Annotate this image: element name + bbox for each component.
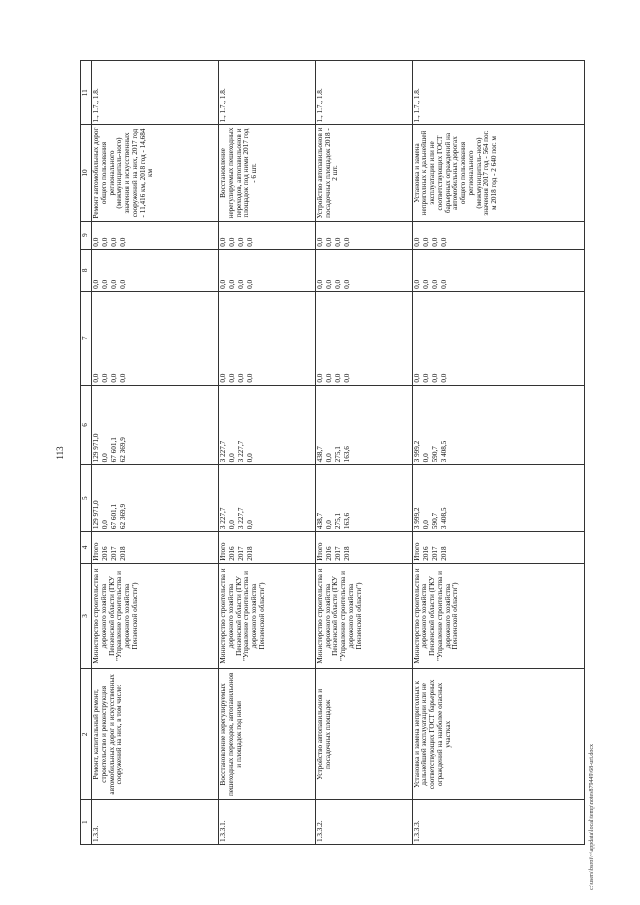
value: 0,0 <box>246 279 255 289</box>
indicator: Устройство автопавильонов и посадочных площадок 2018 - 2 шт. <box>315 125 412 221</box>
indicator: Установка и замена неприголных к дальнейшей эксплуатации или не соответствующих ГОСТ барьерных ограждений на автомобильных дорогах общего пользования регионального (межмуниципаль-ного) значения 2017 год - 564 пог. м 2018 год - 2 640 пог. м <box>412 125 585 221</box>
value: 590,7 <box>430 446 439 463</box>
col5-cell <box>412 465 585 532</box>
value: 3 999,2 <box>412 440 421 463</box>
value: 0,0 <box>342 373 351 383</box>
value: 62 369,9 <box>119 437 127 463</box>
year-label: Итого <box>92 542 100 561</box>
value: 0,0 <box>101 520 109 530</box>
value: 0,0 <box>228 279 237 289</box>
value: 0,0 <box>246 237 255 247</box>
indicator: Ремонт автомобильных дорог общего пользования регионального (межмуниципаль-ного) значения и искусственных сооружений на них, 2017 год - 11,416 км, 2018 год - 14,684 км <box>92 125 219 221</box>
value: 0,0 <box>315 373 324 383</box>
year-label: 2016 <box>421 546 430 561</box>
table-row <box>315 61 412 845</box>
value: 3 408,5 <box>439 507 448 530</box>
value: 0,0 <box>333 279 342 289</box>
executor: Министерство строительства и дорожного хозяйства Пензенской области (ГКУ "Управление строительства и дорожного хозяйства Пензенской области") <box>219 563 316 668</box>
value: 0,0 <box>219 237 228 247</box>
value: 0,0 <box>119 237 127 247</box>
activity-name: Устройство автопавильонов и посадочных площадок <box>315 669 412 800</box>
indicator-link: 1., 1.7., 1.8. <box>219 61 316 125</box>
header-cell: 3 <box>81 563 92 668</box>
value: 3 227,7 <box>237 507 246 530</box>
value: 0,0 <box>315 237 324 247</box>
header-cell: 1 <box>81 800 92 845</box>
activity-name: Установка и замена неприголных к дальнейшей эксплуатации или не соответствующих ГОСТ барьерных ограждений на наиболее опасных участках <box>412 669 585 800</box>
value: 0,0 <box>92 237 100 247</box>
value: 0,0 <box>219 373 228 383</box>
year-label: Итого <box>412 542 421 561</box>
activity-name: Ремонт, капитальный ремонт, строительство и реконструкция автомобильных дорог и искусственных сооружений на них, в том числе: <box>92 669 219 800</box>
header-cell: 6 <box>81 385 92 465</box>
value: 590,7 <box>430 512 439 530</box>
value: 0,0 <box>421 520 430 530</box>
value: 438,7 <box>315 512 324 530</box>
col8-cell <box>219 249 316 291</box>
col7-cell <box>412 291 585 385</box>
value: 163,6 <box>342 446 351 463</box>
year-label: 2017 <box>110 546 118 561</box>
header-cell: 7 <box>81 291 92 385</box>
value: 0,0 <box>110 373 118 383</box>
value: 0,0 <box>110 237 118 247</box>
executor: Министерство строительства и дорожного хозяйства Пензенской области (ГКУ "Управление строительства и дорожного хозяйства Пензенской области") <box>92 563 219 668</box>
year-label: 2018 <box>342 546 351 561</box>
value: 0,0 <box>333 237 342 247</box>
col6-cell <box>219 385 316 465</box>
value: 0,0 <box>228 373 237 383</box>
value: 3 227,7 <box>237 440 246 463</box>
value: 0,0 <box>110 279 118 289</box>
value: 0,0 <box>119 279 127 289</box>
value: 0,0 <box>421 453 430 463</box>
value: 0,0 <box>228 453 237 463</box>
col7-cell <box>92 291 219 385</box>
col5-cell <box>315 465 412 532</box>
year-label: 2018 <box>246 546 255 561</box>
year-label: 2016 <box>228 546 237 561</box>
value: 0,0 <box>324 373 333 383</box>
years-cell <box>92 532 219 564</box>
col8-cell <box>412 249 585 291</box>
value: 0,0 <box>324 237 333 247</box>
col9-cell <box>92 221 219 249</box>
col6-cell <box>412 385 585 465</box>
value: 0,0 <box>421 279 430 289</box>
value: 0,0 <box>228 520 237 530</box>
value: 0,0 <box>219 279 228 289</box>
col9-cell <box>219 221 316 249</box>
year-label: 2017 <box>333 546 342 561</box>
value: 0,0 <box>315 279 324 289</box>
value: 3 227,7 <box>219 507 228 530</box>
row-number: 1.3.3.2. <box>315 800 412 845</box>
header-cell: 11 <box>81 61 92 125</box>
header-cell: 9 <box>81 221 92 249</box>
col7-cell <box>315 291 412 385</box>
indicator-link: 1., 1.7., 1.8. <box>92 61 219 125</box>
row-number: 1.3.3. <box>92 800 219 845</box>
col6-cell <box>315 385 412 465</box>
executor: Министерство строительства и дорожного хозяйства Пензенской области (ГКУ "Управление строительства и дорожного хозяйства Пензенской области") <box>412 563 585 668</box>
indicator-link: 1., 1.7., 1.8. <box>315 61 412 125</box>
years-cell <box>219 532 316 564</box>
page-number: 113 <box>55 446 65 460</box>
year-label: Итого <box>219 542 228 561</box>
value: 0,0 <box>430 237 439 247</box>
col5-cell <box>219 465 316 532</box>
value: 0,0 <box>421 373 430 383</box>
value: 0,0 <box>246 453 255 463</box>
value: 0,0 <box>324 453 333 463</box>
value: 0,0 <box>342 279 351 289</box>
table-row <box>219 61 316 845</box>
col7-cell <box>219 291 316 385</box>
activity-name: Восстановление нерегулируемых пешеходных переходов, автопавильонов и площадок под ними <box>219 669 316 800</box>
value: 0,0 <box>228 237 237 247</box>
value: 3 408,5 <box>439 440 448 463</box>
col9-cell <box>315 221 412 249</box>
years-cell <box>315 532 412 564</box>
value: 67 601,1 <box>110 503 118 530</box>
value: 0,0 <box>101 453 109 463</box>
value: 0,0 <box>119 373 127 383</box>
value: 0,0 <box>92 373 100 383</box>
col6-cell <box>92 385 219 465</box>
value: 3 227,7 <box>219 440 228 463</box>
value: 0,0 <box>412 279 421 289</box>
value: 0,0 <box>324 279 333 289</box>
value: 0,0 <box>101 279 109 289</box>
value: 0,0 <box>333 373 342 383</box>
row-number: 1.3.3.3. <box>412 800 585 845</box>
header-cell: 2 <box>81 669 92 800</box>
value: 0,0 <box>101 237 109 247</box>
value: 0,0 <box>342 237 351 247</box>
col5-cell <box>92 465 219 532</box>
value: 0,0 <box>237 279 246 289</box>
year-label: 2016 <box>324 546 333 561</box>
value: 0,0 <box>439 279 448 289</box>
value: 0,0 <box>101 373 109 383</box>
year-label: 2017 <box>430 546 439 561</box>
table-row <box>92 61 219 845</box>
footer-file-path: c:\users\bsroi\~\appdata\local\temp\notes879449\68-uri.docx <box>589 743 595 890</box>
header-cell: 8 <box>81 249 92 291</box>
year-label: 2018 <box>439 546 448 561</box>
indicator: Восстановление нерегулируемых пешеходных переходов, автопавильонов и площадок под ними 2017 год - 6 шт. <box>219 125 316 221</box>
program-activities-table <box>80 60 585 845</box>
indicator-link: 1., 1.7., 1.8. <box>412 61 585 125</box>
col8-cell <box>92 249 219 291</box>
value: 0,0 <box>246 520 255 530</box>
years-cell <box>412 532 585 564</box>
header-cell: 4 <box>81 532 92 564</box>
value: 0,0 <box>237 373 246 383</box>
value: 0,0 <box>92 279 100 289</box>
table-row <box>412 61 585 845</box>
value: 0,0 <box>439 373 448 383</box>
value: 129 971,0 <box>92 500 100 530</box>
value: 275,1 <box>333 446 342 463</box>
value: 163,6 <box>342 512 351 530</box>
executor: Министерство строительства и дорожного хозяйства Пензенской области (ГКУ "Управление строительства и дорожного хозяйства Пензенской области") <box>315 563 412 668</box>
value: 3 999,2 <box>412 507 421 530</box>
value: 67 601,1 <box>110 437 118 463</box>
value: 129 971,0 <box>92 433 100 463</box>
value: 0,0 <box>430 373 439 383</box>
value: 0,0 <box>412 237 421 247</box>
col9-cell <box>412 221 585 249</box>
col8-cell <box>315 249 412 291</box>
header-cell: 10 <box>81 125 92 221</box>
year-label: 2016 <box>101 546 109 561</box>
value: 0,0 <box>324 520 333 530</box>
value: 0,0 <box>246 373 255 383</box>
value: 438,7 <box>315 446 324 463</box>
year-label: 2017 <box>237 546 246 561</box>
header-row <box>81 61 92 845</box>
value: 0,0 <box>412 373 421 383</box>
year-label: 2018 <box>119 546 127 561</box>
value: 62 369,9 <box>119 503 127 530</box>
value: 275,1 <box>333 512 342 530</box>
value: 0,0 <box>237 237 246 247</box>
year-label: Итого <box>315 542 324 561</box>
value: 0,0 <box>439 237 448 247</box>
row-number: 1.3.3.1. <box>219 800 316 845</box>
value: 0,0 <box>430 279 439 289</box>
value: 0,0 <box>421 237 430 247</box>
header-cell: 5 <box>81 465 92 532</box>
rotated-table-wrapper <box>80 60 585 845</box>
